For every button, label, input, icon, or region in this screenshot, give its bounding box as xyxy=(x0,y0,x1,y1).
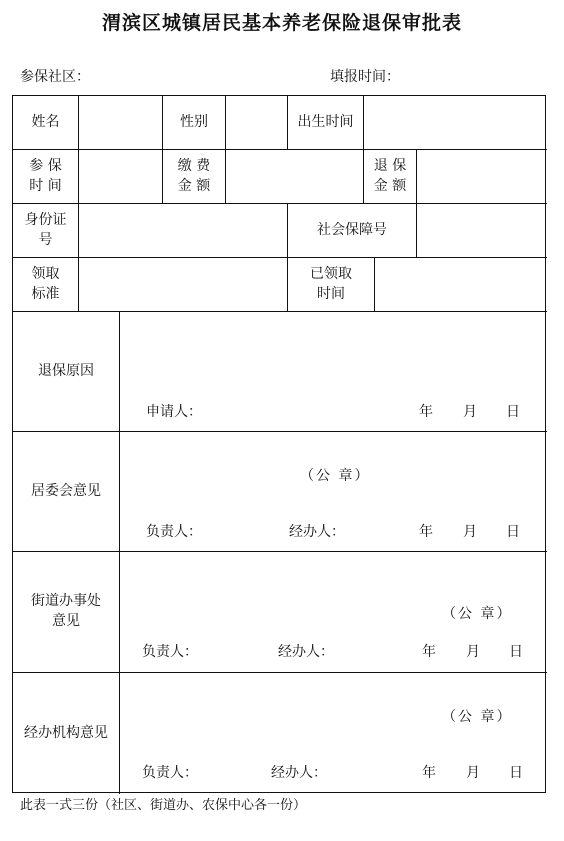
name-field[interactable] xyxy=(79,96,162,149)
name-label: 姓名 xyxy=(31,113,60,130)
insured-time-label-line2: 时 间 xyxy=(29,177,62,194)
gender-field[interactable] xyxy=(226,96,287,149)
committee-responsible-label: 负责人： xyxy=(146,524,202,540)
committee-opinion-label: 居委会意见 xyxy=(31,482,101,499)
street-year: 年 xyxy=(422,644,436,660)
social-security-no-label: 社会保障号 xyxy=(317,221,387,238)
committee-day: 日 xyxy=(506,524,520,540)
reason-year: 年 xyxy=(419,404,433,420)
agency-stamp: （公 章） xyxy=(442,709,513,725)
reason-applicant-label: 申请人： xyxy=(146,404,202,420)
street-stamp: （公 章） xyxy=(442,606,513,622)
street-office-opinion-label-line1: 街道办事处 xyxy=(31,593,101,610)
street-day: 日 xyxy=(509,644,523,660)
id-card-label-line2: 号 xyxy=(38,231,53,248)
refund-amount-label-line2: 金 额 xyxy=(373,177,407,194)
committee-stamp: （公 章） xyxy=(300,468,371,484)
agency-handler-label: 经办人： xyxy=(271,765,327,781)
paid-amount-label-line1: 缴 费 xyxy=(177,157,211,174)
agency-year: 年 xyxy=(422,765,436,781)
reason-label: 退保原因 xyxy=(38,362,94,379)
claim-standard-field[interactable] xyxy=(79,258,287,311)
paid-amount-label xyxy=(163,150,225,203)
agency-opinion-label: 经办机构意见 xyxy=(24,724,108,741)
claimed-time-label-line1: 已领取 xyxy=(310,265,352,282)
claim-standard-label-line2: 标准 xyxy=(31,285,60,302)
refund-amount-label-line1: 退 保 xyxy=(373,157,407,174)
refund-amount-field[interactable] xyxy=(417,150,546,203)
insured-time-field[interactable] xyxy=(79,150,162,203)
agency-day: 日 xyxy=(509,765,523,781)
claim-standard-label xyxy=(13,258,78,311)
agency-month: 月 xyxy=(466,765,480,781)
reason-field[interactable] xyxy=(120,312,546,392)
claim-standard-label-line1: 领取 xyxy=(31,265,60,282)
claimed-time-label xyxy=(288,258,374,311)
community-label: 参保社区： xyxy=(20,69,90,85)
id-card-label-line1: 身份证 xyxy=(24,211,67,228)
street-month: 月 xyxy=(466,644,480,660)
id-card-field[interactable] xyxy=(79,204,287,257)
insured-time-label xyxy=(13,150,78,203)
street-office-opinion-label-line2: 意见 xyxy=(52,613,80,629)
street-responsible-label: 负责人： xyxy=(142,644,198,660)
birth-time-label: 出生时间 xyxy=(297,113,354,130)
approval-form-table xyxy=(12,95,546,793)
committee-year: 年 xyxy=(419,524,433,540)
gender-label: 性别 xyxy=(180,113,208,130)
committee-handler-label: 经办人： xyxy=(289,524,345,540)
birth-time-field[interactable] xyxy=(364,96,546,149)
paid-amount-label-line2: 金 额 xyxy=(177,177,211,194)
reason-month: 月 xyxy=(463,404,477,420)
agency-responsible-label: 负责人： xyxy=(142,765,198,781)
claimed-time-field[interactable] xyxy=(375,258,546,311)
committee-month: 月 xyxy=(463,524,477,540)
refund-amount-label xyxy=(364,150,416,203)
claimed-time-label-line2: 时间 xyxy=(317,285,345,302)
id-card-label xyxy=(13,204,78,257)
form-title: 渭滨区城镇居民基本养老保险退保审批表 xyxy=(101,12,462,34)
insured-time-label-line1: 参 保 xyxy=(29,157,62,174)
footer-note: 此表一式三份（社区、街道办、农保中心各一份） xyxy=(20,798,307,813)
paid-amount-field[interactable] xyxy=(226,150,363,203)
street-handler-label: 经办人： xyxy=(278,644,334,660)
social-security-no-field[interactable] xyxy=(417,204,546,257)
street-office-opinion-label xyxy=(13,552,119,672)
reason-day: 日 xyxy=(506,404,520,420)
fill-time-label: 填报时间： xyxy=(330,69,400,85)
